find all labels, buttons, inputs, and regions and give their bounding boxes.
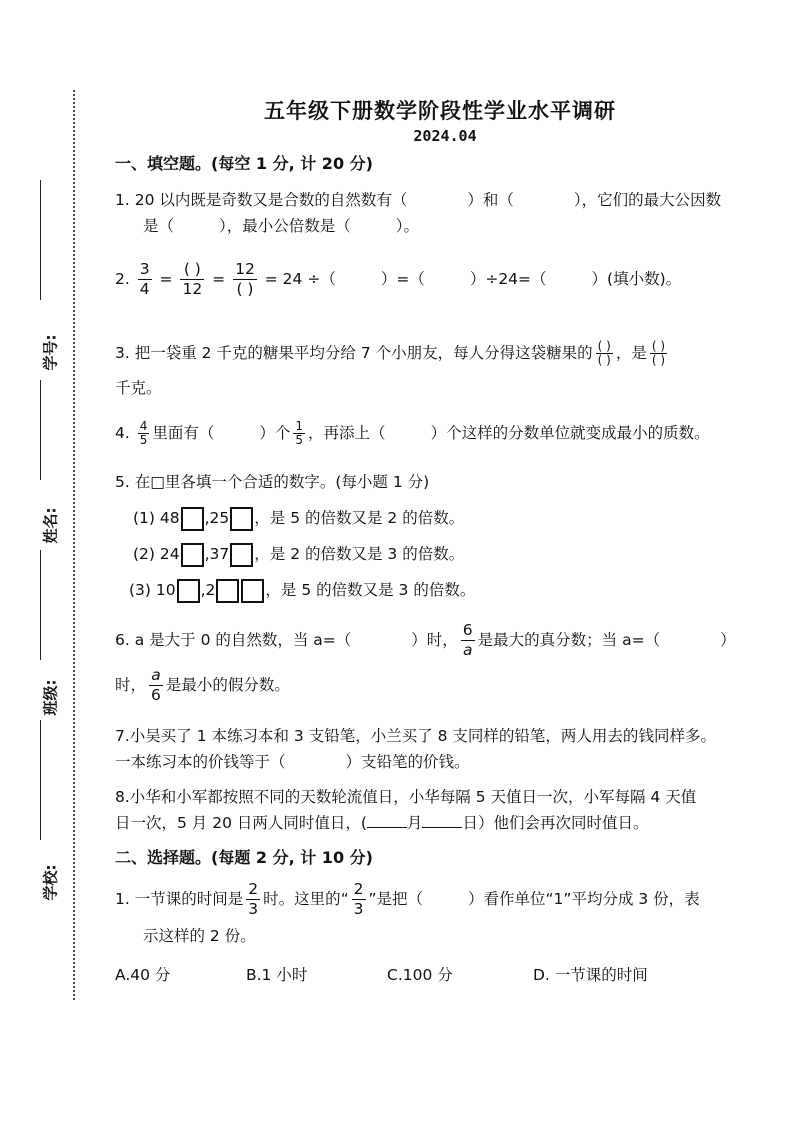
student-name-label: 姓名: xyxy=(41,507,60,544)
class-label: 班级: xyxy=(41,679,60,716)
digit-box[interactable] xyxy=(230,507,253,531)
section2-heading: 二、选择题。(每题 2 分, 计 10 分) xyxy=(115,848,373,867)
option-a[interactable]: A.40 分 xyxy=(115,966,171,984)
question-1-2: 2. $\frac{3}{4}$ = $\frac{( )}{12}$ = $\frac{12}{( )}$ = 24 ÷（ ）=（ ）÷24=（ ）(填小数)。 xyxy=(115,260,682,298)
option-d[interactable]: D. 一节课的时间 xyxy=(533,966,648,984)
digit-box[interactable] xyxy=(216,579,239,603)
question-1-5: 5. 在□里各填一个合适的数字。(每小题 1 分) (1) 48 ,25 ，是 5 的倍数又是 2 的倍数。 (2) 24 ,37 ，是 2 的倍数又是 3 的倍数。 (3) 10 ,2 ，是 5 的倍数又是 3 的倍数。 xyxy=(115,469,775,603)
option-c[interactable]: C.100 分 xyxy=(387,966,453,984)
question-1-4: 4. $\frac{4}{5}$ 里面有（ ）个 $\frac{1}{5}$ ，再添上（ ）个这样的分数单位就变成最小的质数。 xyxy=(115,419,710,447)
question-2-1: 1. 一节课的时间是 $\frac{2}{3}$ 时。这里的“ $\frac{2}{3}$ ”是把（ ）看作单位“1”平均分成 3 份，表 示这样的 2 份。 xyxy=(115,880,700,945)
digit-box[interactable] xyxy=(181,543,204,567)
digit-box[interactable] xyxy=(177,579,200,603)
fraction-blank-12: $\frac{( )}{12}$ xyxy=(182,260,203,298)
student-name-line-top xyxy=(40,380,41,480)
school-label: 学校: xyxy=(41,864,60,901)
section1-heading: 一、填空题。(每空 1 分, 计 20 分) xyxy=(115,154,373,173)
question-1-6: 6. a 是大于 0 的自然数，当 a=（ ）时， $\frac{6}{a}$ 是最大的真分数；当 a=（ ） 时， $\frac{a}{6}$ 是最小的假分数。 xyxy=(115,621,736,704)
fraction-2-3: $\frac{2}{3}$ xyxy=(353,880,364,918)
digit-box[interactable] xyxy=(241,579,264,603)
cut-line xyxy=(73,90,75,1000)
binding-margin xyxy=(0,80,75,1010)
student-id-line xyxy=(40,180,41,300)
fraction-2-3: $\frac{2}{3}$ xyxy=(248,880,259,918)
option-b[interactable]: B.1 小时 xyxy=(246,966,308,984)
fraction-blank: $\frac{( )}{( )}$ xyxy=(597,339,611,367)
digit-box[interactable] xyxy=(230,543,253,567)
question-1-1: 1. 20 以内既是奇数又是合数的自然数有（ ）和（ ），它们的最大公因数 是（ ），最小公倍数是（ ）。 xyxy=(115,191,722,235)
page-title: 五年级下册数学阶段性学业水平调研 xyxy=(264,98,616,123)
fraction-1-5: $\frac{1}{5}$ xyxy=(295,419,304,447)
fraction-12-blank: $\frac{12}{( )}$ xyxy=(235,260,255,298)
fraction-3-4: $\frac{3}{4}$ xyxy=(139,260,150,298)
exam-paper xyxy=(115,95,775,984)
fraction-blank: $\frac{( )}{( )}$ xyxy=(651,339,666,367)
exam-date: 2024.04 xyxy=(413,127,477,145)
fraction-4-5: $\frac{4}{5}$ xyxy=(139,419,148,447)
question-1-8: 8.小华和小军都按照不同的天数轮流值日，小华每隔 5 天值日一次，小军每隔 4 天值 日一次，5 月 20 日两人同时值日，( 月 日）他们会再次同时值日。 xyxy=(115,788,697,832)
school-line xyxy=(40,720,41,840)
class-line xyxy=(40,550,41,660)
fraction-6-a: $\frac{6}{a}$ xyxy=(462,621,473,659)
question-1-7: 7.小吴买了 1 本练习本和 3 支铅笔，小兰买了 8 支同样的铅笔，两人用去的钱同样多。 一本练习本的价钱等于（ ）支铅笔的价钱。 xyxy=(115,727,716,771)
question-1-3: 3. 把一袋重 2 千克的糖果平均分给 7 个小朋友，每人分得这袋糖果的 $\frac{( )}{( )}$ ，是 $\frac{( )}{( )}$ 千克。 xyxy=(115,339,666,397)
digit-box[interactable] xyxy=(181,507,204,531)
student-id-label: 学号: xyxy=(41,334,60,371)
fraction-a-6: $\frac{a}{6}$ xyxy=(151,666,161,704)
